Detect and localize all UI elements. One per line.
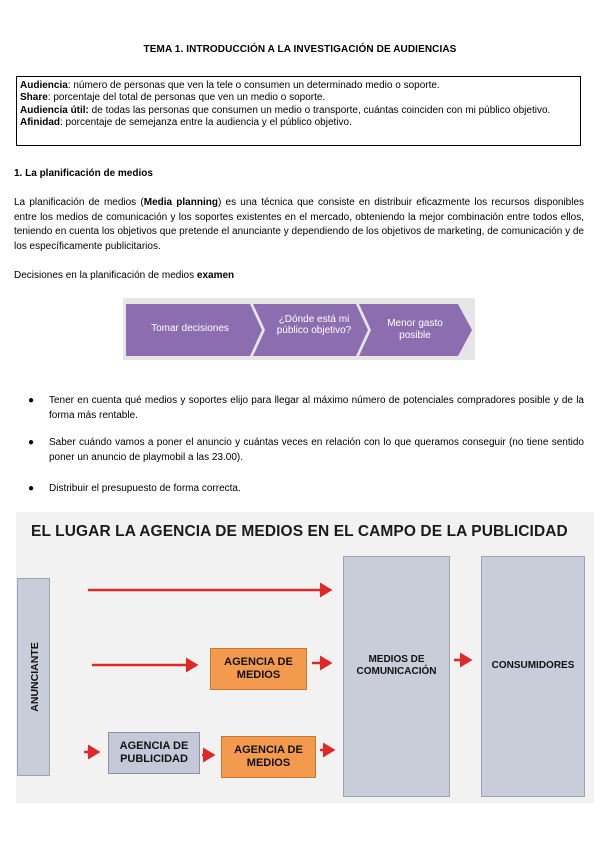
- agencia-medios-box-1: AGENCIA DE MEDIOS: [210, 648, 307, 690]
- bullet-list: ● Tener en cuenta qué medios y soportes elijo para llegar al máximo número de potenciales compradores posible y de la forma más rentable. ● Saber cuándo vamos a poner el anuncio y cuántas veces en relación con lo que queramos conseguir (no tiene sentido poner un anuncio de playmobil a las 23.00). ● Distribuir el presupuesto de forma correcta.: [36, 394, 584, 504]
- page-title: TEMA 1. INTRODUCCIÓN A LA INVESTIGACIÓN DE AUDIENCIAS: [143, 44, 457, 55]
- definition-afinidad: Afinidad: porcentaje de semejanza entre la audiencia y el público objetivo.: [20, 117, 352, 129]
- process-step-2: ¿Dónde está mi público objetivo?: [276, 314, 352, 336]
- bullet-dot-icon: ●: [28, 395, 35, 406]
- section-heading: 1. La planificación de medios: [14, 168, 153, 179]
- diagram-title: EL LUGAR LA AGENCIA DE MEDIOS EN EL CAMPO DE LA PUBLICIDAD: [31, 523, 568, 540]
- agencia-publicidad-box: AGENCIA DE PUBLICIDAD: [108, 732, 200, 774]
- section-paragraph: La planificación de medios (Media planning) es una técnica que consiste en distribuir eficazmente los recursos disponibles entre los medios de comunicación y los soportes existentes en el mercado, obteniendo la mejor combinación entre todos ellos, teniendo en cuenta los objetivos que pretende el anunciante y dependiendo de los objetivos de marketing, de comunicación y de los específicamente publicitarios.: [14, 197, 585, 252]
- process-step-3: Menor gasto posible: [387, 318, 443, 341]
- anunciante-label: ANUNCIANTE: [29, 642, 41, 712]
- process-step-1: Tomar decisiones: [151, 323, 229, 334]
- definition-share: Share: porcentaje del total de personas que ven un medio o soporte.: [20, 92, 326, 104]
- definition-audiencia-util: Audiencia útil: de todas las personas que consumen un medio o transporte, cuántas coinciden con mi público objetivo.: [20, 104, 551, 116]
- definition-audiencia: Audiencia: número de personas que ven la tele o consumen un determinado medio o soporte.: [20, 80, 440, 91]
- medios-label: MEDIOS DE COMUNICACIÓN: [356, 654, 437, 677]
- agencia-medios-box-2: AGENCIA DE MEDIOS: [221, 736, 316, 778]
- decisions-label: Decisiones en la planificación de medios examen: [14, 270, 235, 281]
- consumidores-label: CONSUMIDORES: [491, 660, 575, 671]
- bullet-dot-icon: ●: [28, 483, 35, 494]
- bullet-dot-icon: ●: [28, 437, 35, 448]
